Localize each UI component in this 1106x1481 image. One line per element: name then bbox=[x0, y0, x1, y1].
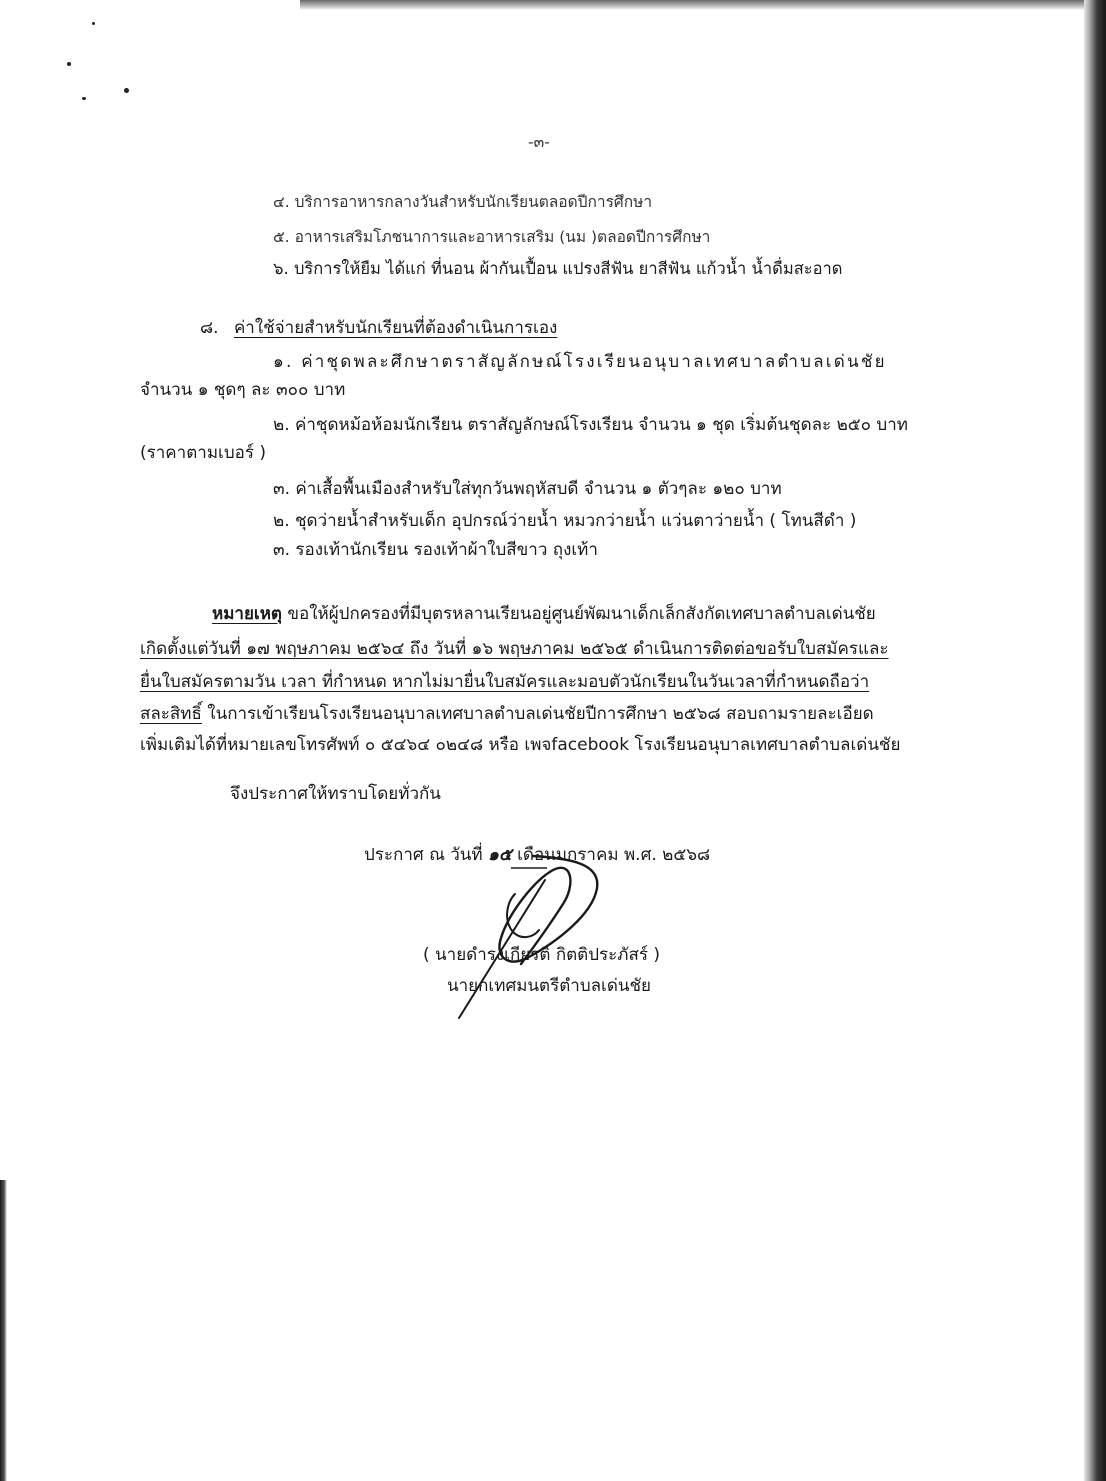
expense-item-5: ๓. รองเท้านักเรียน รองเท้าผ้าใบสีขาว ถุงเท้า bbox=[273, 540, 598, 560]
note-line-2: เกิดตั้งแต่วันที่ ๑๗ พฤษภาคม ๒๕๖๔ ถึง วันที่ ๑๖ พฤษภาคม ๒๕๖๕ ดำเนินการติดต่อขอรับใบสมัครและ bbox=[140, 639, 889, 659]
announce-prefix: ประกาศ ณ วันที่ bbox=[364, 845, 489, 865]
scan-speck bbox=[67, 62, 71, 66]
expense-item-2-cont: (ราคาตามเบอร์ ) bbox=[140, 443, 266, 463]
note-label: หมายเหตุ bbox=[212, 604, 282, 624]
note-line-4 bbox=[140, 702, 874, 726]
note-line-1-text: ขอให้ผู้ปกครองที่มีบุตรหลานเรียนอยู่ศูนย์พัฒนาเด็กเล็กสังกัดเทศบาลตำบลเด่นชัย bbox=[281, 604, 876, 624]
expense-item-3: ๓. ค่าเสื้อพื้นเมืองสำหรับใส่ทุกวันพฤหัสบดี จำนวน ๑ ตัวๆละ ๑๒๐ บาท bbox=[273, 479, 782, 499]
expense-item-2: ๒. ค่าชุดหม้อห้อมนักเรียน ตราสัญลักษณ์โรงเรียน จำนวน ๑ ชุด เริ่มต้นชุดละ ๒๕๐ บาท bbox=[273, 415, 908, 435]
scan-edge-right bbox=[1084, 0, 1106, 1481]
section-8-title: ค่าใช้จ่ายสำหรับนักเรียนที่ต้องดำเนินการเอง bbox=[233, 318, 558, 338]
signer-name: ( นายดำรงเกียรติ กิตติประภัสร์ ) bbox=[423, 945, 660, 965]
scan-speck bbox=[82, 97, 86, 100]
announce-suffix: เดือนมกราคม พ.ศ. ๒๕๖๘ bbox=[511, 845, 711, 865]
list-item-5: ๕. อาหารเสริมโภชนาการและอาหารเสริม (นม )ตลอดปีการศึกษา bbox=[273, 228, 711, 246]
note-line-1 bbox=[212, 602, 876, 626]
scan-speck bbox=[124, 88, 129, 93]
note-forfeit: สละสิทธิ์ bbox=[140, 704, 202, 724]
expense-item-4: ๒. ชุดว่ายน้ำสำหรับเด็ก อุปกรณ์ว่ายน้ำ หมวกว่ายน้ำ แว่นตาว่ายน้ำ ( โทนสีดำ ) bbox=[273, 511, 857, 531]
signature-loop bbox=[499, 856, 597, 964]
announce-day: ๑๕ bbox=[488, 845, 512, 865]
signature bbox=[455, 850, 625, 1020]
scan-speck bbox=[92, 22, 95, 25]
scan-edge-left bbox=[0, 1180, 7, 1481]
note-line-4-text: ในการเข้าเรียนโรงเรียนอนุบาลเทศบาลตำบลเด่นชัยปีการศึกษา ๒๕๖๘ สอบถามรายละเอียด bbox=[201, 704, 874, 724]
section-8-number: ๘. bbox=[200, 318, 219, 338]
page-number: -๓- bbox=[528, 133, 550, 151]
note-line-3: ยื่นใบสมัครตามวัน เวลา ที่กำหนด หากไม่มายื่นใบสมัครและมอบตัวนักเรียนในวันเวลาที่กำหนดถือว่า bbox=[140, 672, 870, 692]
closing-text: จึงประกาศให้ทราบโดยทั่วกัน bbox=[230, 784, 441, 804]
list-item-6: ๖. บริการให้ยืม ได้แก่ ที่นอน ผ้ากันเปื้อน แปรงสีฟัน ยาสีฟัน แก้วน้ำ น้ำดื่มสะอาด bbox=[273, 259, 843, 278]
section-8-heading bbox=[200, 316, 557, 340]
scan-edge-top bbox=[300, 0, 1106, 10]
expense-item-1-cont: จำนวน ๑ ชุดๆ ละ ๓๐๐ บาท bbox=[140, 380, 346, 400]
note-line-5: เพิ่มเติมได้ที่หมายเลขโทรศัพท์ ๐ ๕๔๖๔ ๐๒๔๘ หรือ เพจfacebook โรงเรียนอนุบาลเทศบาลตำบลเด่นชัย bbox=[140, 735, 901, 755]
list-item-4: ๔. บริการอาหารกลางวันสำหรับนักเรียนตลอดปีการศึกษา bbox=[273, 193, 653, 211]
signer-title: นายกเทศมนตรีตำบลเด่นชัย bbox=[447, 976, 651, 996]
expense-item-1: ๑. ค่าชุดพละศึกษาตราสัญลักษณ์โรงเรียนอนุบาลเทศบาลตำบลเด่นชัย bbox=[273, 352, 887, 372]
